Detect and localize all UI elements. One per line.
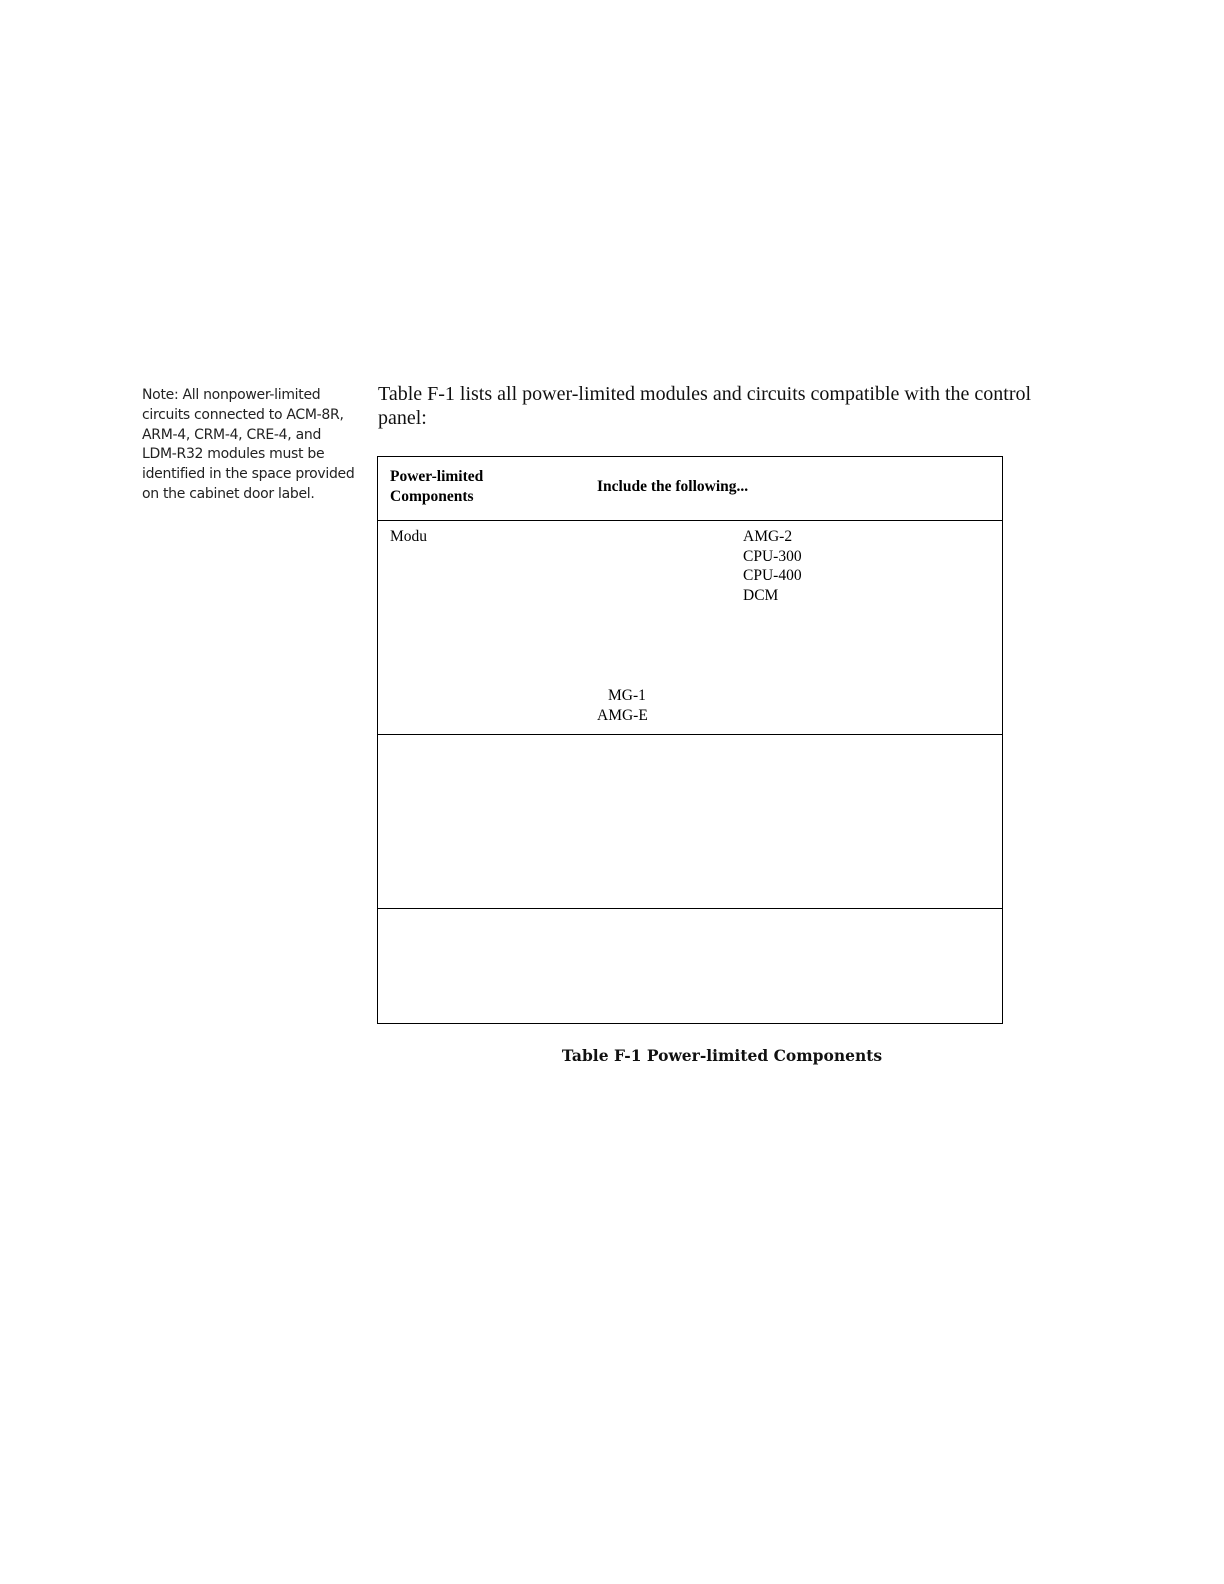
note-line: ARM-4, CRM-4, CRE-4, and [142,426,322,443]
intro-line: panel: [378,407,427,429]
row1-module-list [743,527,802,605]
note-line: circuits connected to ACM-8R, [142,406,344,423]
intro-paragraph [378,382,1048,430]
intro-line: Table F-1 lists all power-limited modules and circuits compatible with the control [378,383,1032,405]
list-item: AMG-E [597,706,648,724]
list-item: AMG-2 [743,528,793,545]
note-line: identified in the space provided [142,466,355,483]
header-components-line1: Power-limited [390,468,484,485]
row1-module-list-2 [597,686,648,725]
header-components [390,467,483,506]
row-divider [378,908,1002,909]
list-item: CPU-400 [743,567,802,584]
list-item: MG-1 [608,687,646,704]
note-line: LDM-R32 modules must be [142,446,325,463]
table-caption: Table F-1 Power-limited Components [561,1046,883,1065]
header-components-line2: Components [390,487,474,505]
list-item: DCM [743,586,779,604]
list-item: CPU-300 [743,547,802,565]
row1-component: Modu [390,528,428,545]
header-include: Include the following... [597,478,749,495]
header-divider [378,520,1002,521]
note-line: Note: All nonpower-limited [142,387,321,403]
row-divider [378,734,1002,735]
sidebar-note [142,386,357,505]
power-limited-table [377,456,1003,1024]
note-line: on the cabinet door label. [142,485,315,502]
